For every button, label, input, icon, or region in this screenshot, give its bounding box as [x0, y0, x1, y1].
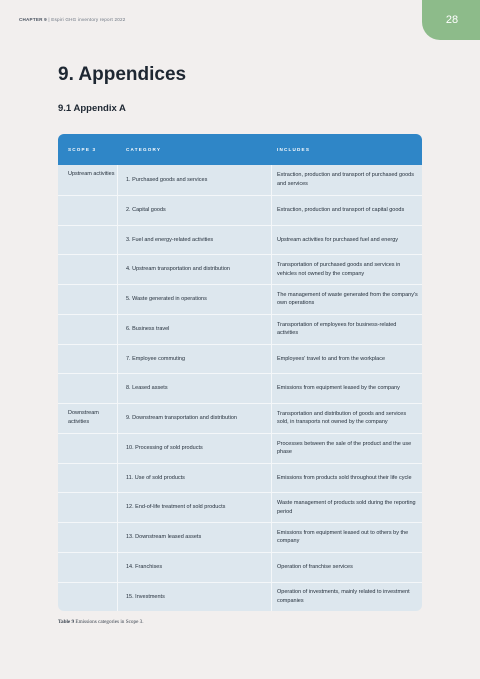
scope-cell — [58, 374, 118, 403]
scope-cell — [58, 315, 118, 344]
table-row — [58, 314, 422, 344]
table-body — [58, 165, 422, 611]
column-header-includes: INCLUDES — [277, 147, 311, 152]
caption-text: Emissions categories in Scope 3. — [74, 619, 144, 625]
scope-cell: Upstream activities — [58, 165, 118, 195]
scope-cell — [58, 196, 118, 225]
table-row — [58, 195, 422, 225]
scope-cell — [58, 434, 118, 463]
table-row — [58, 225, 422, 255]
table-row — [58, 165, 422, 195]
table-row — [58, 492, 422, 522]
category-cell: 7. Employee commuting — [118, 345, 272, 374]
category-cell: 1. Purchased goods and services — [118, 165, 272, 195]
scope-cell: Downstream activities — [58, 404, 118, 433]
category-cell: 12. End-of-life treatment of sold products — [118, 493, 272, 522]
category-cell: 3. Fuel and energy-related activities — [118, 226, 272, 255]
column-header-category: CATEGORY — [126, 147, 162, 152]
table-row — [58, 284, 422, 314]
includes-cell: Emissions from products sold throughout their life cycle — [277, 474, 412, 481]
report-title: Espiri GHG inventory report 2022 — [51, 17, 126, 22]
header-separator: | — [46, 17, 52, 22]
category-cell: 10. Processing of sold products — [118, 434, 272, 463]
table-row — [58, 344, 422, 374]
includes-cell: Employees' travel to and from the workplace — [277, 355, 386, 362]
table-row — [58, 522, 422, 552]
running-header — [19, 17, 126, 22]
scope-cell — [58, 553, 118, 582]
includes-cell: Extraction, production and transport of capital goods — [277, 206, 405, 213]
page-number-tab — [422, 0, 480, 40]
table-row — [58, 373, 422, 403]
scope-cell — [58, 255, 118, 284]
includes-cell: The management of waste generated from the company's own operations — [277, 291, 418, 307]
includes-cell: Extraction, production and transport of purchased goods and services — [277, 172, 414, 187]
table-row — [58, 582, 422, 612]
table-caption — [58, 619, 144, 625]
scope-cell — [58, 285, 118, 314]
caption-label: Table 9 — [58, 619, 75, 625]
includes-cell: Transportation of employees for business-related activities — [277, 321, 397, 337]
category-cell: 14. Franchises — [118, 553, 272, 582]
category-cell: 9. Downstream transportation and distribution — [118, 404, 272, 433]
table-row — [58, 433, 422, 463]
includes-cell: Operation of franchise services — [277, 563, 353, 570]
category-cell: 5. Waste generated in operations — [118, 285, 272, 314]
table-row — [58, 254, 422, 284]
table-header-row — [58, 134, 422, 165]
scope-cell — [58, 345, 118, 374]
scope-cell — [58, 464, 118, 493]
table-row — [58, 403, 422, 433]
includes-cell: Emissions from equipment leased by the company — [277, 385, 400, 392]
scope-cell — [58, 583, 118, 612]
scope-cell — [58, 226, 118, 255]
includes-cell: Upstream activities for purchased fuel and energy — [277, 236, 399, 243]
category-cell: 6. Business travel — [118, 315, 272, 344]
includes-cell: Processes between the sale of the product and the use phase — [277, 440, 412, 456]
category-cell: 11. Use of sold products — [118, 464, 272, 493]
table-row — [58, 552, 422, 582]
page-number: 28 — [445, 14, 459, 26]
category-cell: 8. Leased assets — [118, 374, 272, 403]
includes-cell: Transportation and distribution of goods and services sold, in transports not owned by the company — [277, 410, 407, 426]
scope3-table — [58, 134, 422, 611]
table-row — [58, 463, 422, 493]
includes-cell: Emissions from equipment leased out to others by the company — [277, 529, 409, 545]
category-cell: 15. Investments — [118, 583, 272, 612]
column-header-scope: SCOPE 3 — [68, 147, 97, 152]
includes-cell: Transportation of purchased goods and services in vehicles not owned by the company — [277, 262, 401, 277]
category-cell: 4. Upstream transportation and distribution — [118, 255, 272, 284]
includes-cell: Waste management of products sold during the reporting period — [277, 500, 416, 515]
scope-cell — [58, 523, 118, 552]
chapter-label: CHAPTER 9 — [19, 17, 47, 22]
subsection-title: 9.1 Appendix A — [58, 103, 126, 114]
scope-cell — [58, 493, 118, 522]
category-cell: 13. Downstream leased assets — [118, 523, 272, 552]
section-title: 9. Appendices — [58, 64, 187, 85]
category-cell: 2. Capital goods — [118, 196, 272, 225]
includes-cell: Operation of investments, mainly related to investment companies — [277, 589, 410, 604]
